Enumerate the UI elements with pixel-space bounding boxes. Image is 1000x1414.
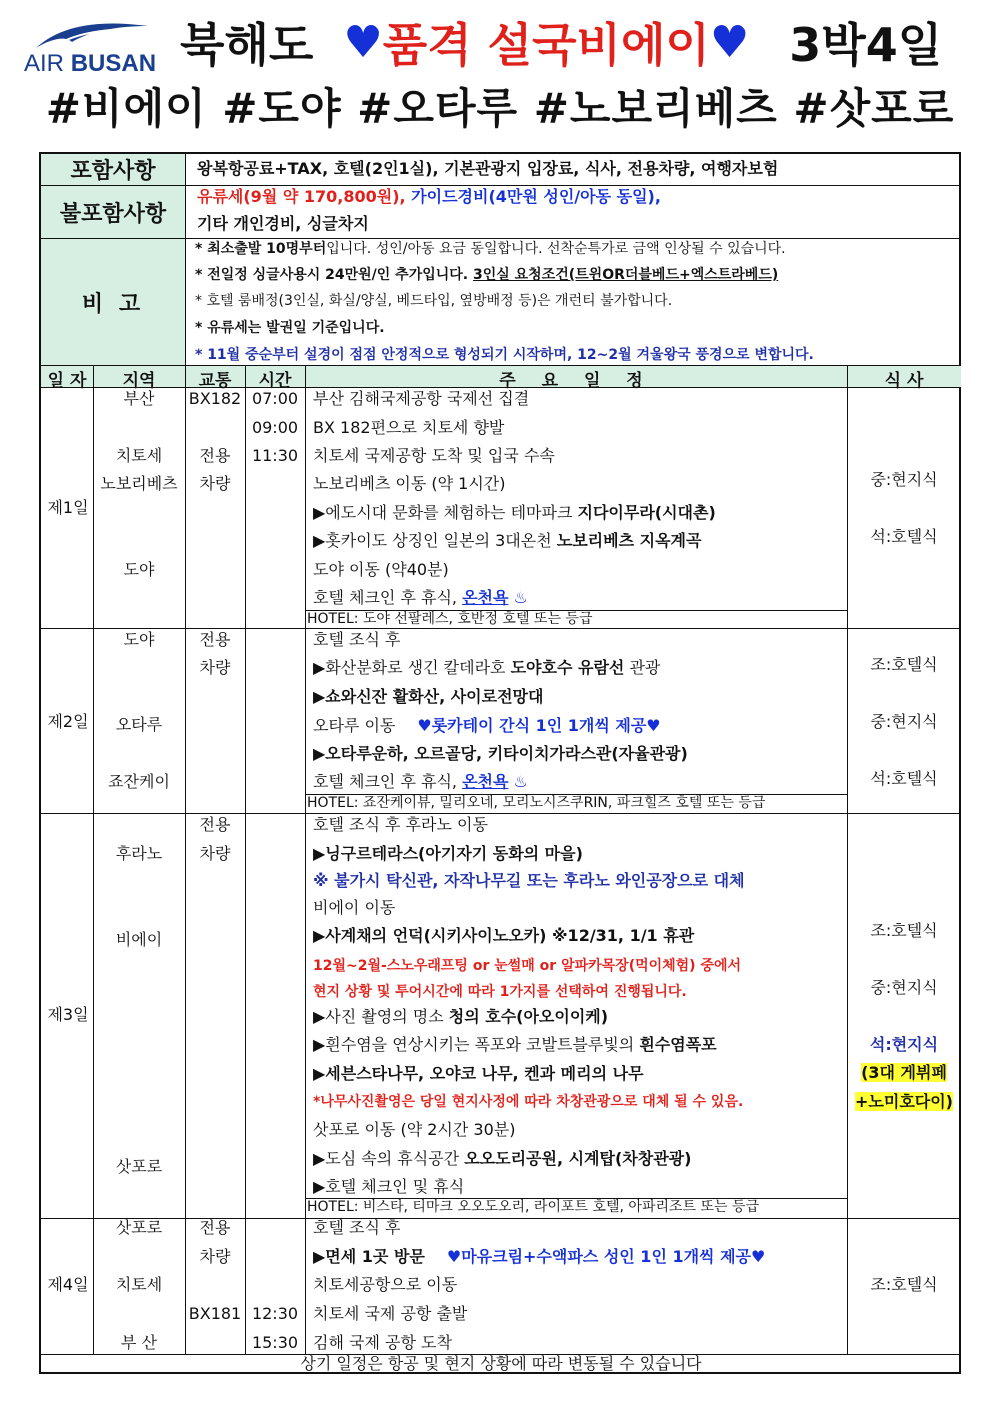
bird-logo-icon [32,18,152,52]
day1-move: 도야 이동 (약40분) [313,560,449,579]
remark-4: * 유류세는 발권일 기준입니다. [195,320,385,336]
remarks-label: 비 고 [41,239,185,365]
day1-region: 노보리베츠 [100,474,178,493]
day3-label: 제3일 [47,1005,89,1024]
col-day: 일 자 [47,371,87,391]
title-main: 품격 설국비에이 [382,18,710,72]
day4-time: 15:30 [251,1333,299,1352]
day3-winter-note: 현지 상황 및 투어시간에 따라 1가지를 선택하여 진행됩니다. [313,984,687,1000]
day3-activity: ▶호텔 체크인 및 휴식 [313,1177,465,1196]
day2-region: 죠잔케이 [108,772,170,791]
day4-transport: BX181 [188,1304,242,1323]
day1-transport: 전용 [199,446,231,465]
included-label: 포함사항 [41,154,185,185]
day1-line: BX 182편으로 치토세 향발 [313,418,505,437]
air-busan-logo [22,18,162,78]
day4-line: 김해 국제 공항 도착 [313,1333,452,1352]
day2-region: 오타루 [115,715,163,734]
day3-meal-extra: +노미호다이) [855,1092,953,1111]
day3-move: 비에이 이동 [313,898,396,917]
day4-region: 부 산 [121,1333,157,1352]
col-transport: 교통 [198,371,232,391]
day1-line: 노보리베츠 이동 (약 1시간) [313,474,506,493]
day3-activity: ▶세븐스타나무, 오야코 나무, 켄과 메리의 나무 [313,1064,644,1083]
day3-activity: ▶닝구르테라스(아기자기 동화의 마을) [313,844,583,863]
day4-line: 치토세 국제 공항 출발 [313,1304,468,1323]
day3-winter-note: 12월~2월-스노우래프팅 or 눈썰매 or 알파카목장(먹이체험) 중에서 [313,958,742,974]
day1-checkin: 호텔 체크인 후 휴식, 온천욕 ♨ [313,588,528,607]
day4-region: 삿포로 [115,1218,163,1237]
day4-line: 호텔 조식 후 [313,1218,401,1237]
day3-meal: 조:호텔식 [870,921,938,940]
day4-transport: 차량 [199,1247,231,1266]
day1-region: 도야 [123,560,155,579]
col-region: 지역 [122,371,156,391]
title-duration: 3박4일 [789,18,943,72]
day3-move: 삿포로 이동 (약 2시간 30분) [313,1120,516,1139]
day3-activity: ▶도심 속의 휴식공간 오오도리공원, 시계탑(차창관광) [313,1149,692,1168]
excluded-label: 불포함사항 [41,186,185,238]
day3-transport: 전용 [199,815,231,834]
included-text: 왕복항공료+TAX, 호텔(2인1실), 기본관광지 입장료, 식사, 전용차량, 여행자보험 [197,159,779,178]
day2-hotel: HOTEL: 죠잔케이뷰, 밀리오네, 모리노시즈쿠RIN, 파크힐즈 호텔 또는 등급 [307,795,766,811]
day2-meal: 중:현지식 [870,712,938,731]
day3-meal: 석:현지식 [869,1035,939,1054]
day1-transport: BX182 [188,389,242,408]
day4-line: 치토세공항으로 이동 [313,1275,458,1294]
day1-meal: 석:호텔식 [870,527,938,546]
remark-5: * 11월 중순부터 설경이 점점 안정적으로 형성되기 시작하며, 12~2월 겨울왕국 풍경으로 변합니다. [195,347,814,363]
day3-meal: 중:현지식 [870,978,938,997]
day3-region: 비에이 [115,930,163,949]
day1-time: 09:00 [251,418,299,437]
day1-label: 제1일 [47,498,89,517]
day2-label: 제2일 [47,712,89,731]
page-header [0,0,1000,150]
logo-text-air: AIR [24,50,65,77]
day2-activity: ▶오타루운하, 오르골당, 키타이치가라스관(자율관광) [313,744,688,763]
day4-time: 12:30 [251,1304,299,1323]
logo-text-busan: BUSAN [70,50,157,77]
day3-transport: 차량 [199,844,231,863]
excluded-line-1: 유류세(9월 약 170,800원), 가이드경비(4만원 성인/아동 동일), [197,187,661,206]
col-meals: 식 사 [884,371,924,391]
day3-activity: ▶사진 촬영의 명소 청의 호수(아오이이케) [313,1007,609,1026]
day3-line: 호텔 조식 후 후라노 이동 [313,815,488,834]
remark-2: * 전일정 싱글사용시 24만원/인 추가입니다. 3인실 요청조건(트윈OR더블베드+엑스트라베드) [195,267,779,283]
day2-meal: 조:호텔식 [870,655,938,674]
day3-activity: ▶사계채의 언덕(시키사이노오카) ※12/31, 1/1 휴관 [313,926,695,945]
heart-icon: ♥ [709,16,750,68]
day2-activity: ▶쇼와신잔 활화산, 사이로전망대 [313,687,544,706]
day2-transport: 차량 [199,658,231,677]
day4-transport: 전용 [199,1218,231,1237]
day4-region: 치토세 [115,1275,163,1294]
day1-hotel: HOTEL: 도야 선팔레스, 호반정 호텔 또는 등급 [307,611,593,627]
day3-meal-extra: (3대 게뷔페 [861,1063,947,1082]
day1-time: 11:30 [251,446,299,465]
remark-3: * 호텔 룸배정(3인실, 화실/양실, 베드타입, 옆방배정 등)은 개런티 불가합니다. [195,293,673,309]
day3-alternative: ※ 불가시 탁신관, 자작나무길 또는 후라노 와인공장으로 대체 [313,871,745,890]
hashtags: #비에이 #도야 #오타루 #노보리베츠 #삿포로 [45,84,955,133]
title-region: 북해도 [180,18,314,72]
hot-spring-icon: ♨ [513,772,528,791]
heart-icon: ♥ [343,16,383,68]
col-time: 시간 [258,371,292,391]
day4-meal: 조:호텔식 [870,1275,938,1294]
day1-activity: ▶에도시대 문화를 체험하는 테마파크 지다이무라(시대촌) [313,503,716,522]
remark-1: * 최소출발 10명부터입니다. 성인/아동 요금 동일합니다. 선착순특가로 금액 인상될 수 있습니다. [195,241,786,257]
day1-time: 07:00 [251,389,299,408]
itinerary-table [39,152,961,1374]
day2-meal: 석:호텔식 [870,769,938,788]
day3-region: 삿포로 [115,1157,163,1176]
day2-region: 도야 [123,630,155,649]
col-schedule: 주 요 일 정 [499,371,653,391]
day1-region: 치토세 [115,446,163,465]
day1-region: 부산 [123,389,155,408]
day2-transport: 전용 [199,630,231,649]
day2-move: 오타루 이동 ♥롯카테이 간식 1인 1개씩 제공♥ [313,716,661,735]
day3-hotel: HOTEL: 비스타, 티마크 오오도오리, 라이포트 호텔, 아파리조트 또는 등급 [307,1199,760,1215]
day1-activity: ▶홋카이도 상징인 일본의 3대온천 노보리베츠 지옥계곡 [313,531,702,550]
day1-line: 부산 김해국제공항 국제선 집결 [313,389,530,408]
day3-region: 후라노 [115,844,163,863]
page-title [180,6,990,78]
day4-activity: ▶면세 1곳 방문 ♥마유크림+수액파스 성인 1인 1개씩 제공♥ [313,1247,766,1266]
day4-label: 제4일 [47,1275,89,1294]
day1-line: 치토세 국제공항 도착 및 입국 수속 [313,446,555,465]
footer-note: 상기 일정은 항공 및 현지 상황에 따라 변동될 수 있습니다 [300,1354,702,1373]
day2-activity: ▶화산분화로 생긴 칼데라호 도야호수 유람선 관광 [313,658,661,677]
day3-activity: ▶흰수염을 연상시키는 폭포와 코발트블루빛의 흰수염폭포 [313,1035,717,1054]
day1-meal: 중:현지식 [870,470,938,489]
day2-checkin: 호텔 체크인 후 휴식, 온천욕 ♨ [313,772,528,791]
day2-line: 호텔 조식 후 [313,630,401,649]
day3-photo-note: *나무사진촬영은 당일 현지사정에 따라 차창관광으로 대체 될 수 있음. [313,1094,744,1110]
day1-transport: 차량 [199,474,231,493]
excluded-line-2: 기타 개인경비, 싱글차지 [197,214,369,233]
hot-spring-icon: ♨ [513,588,528,607]
